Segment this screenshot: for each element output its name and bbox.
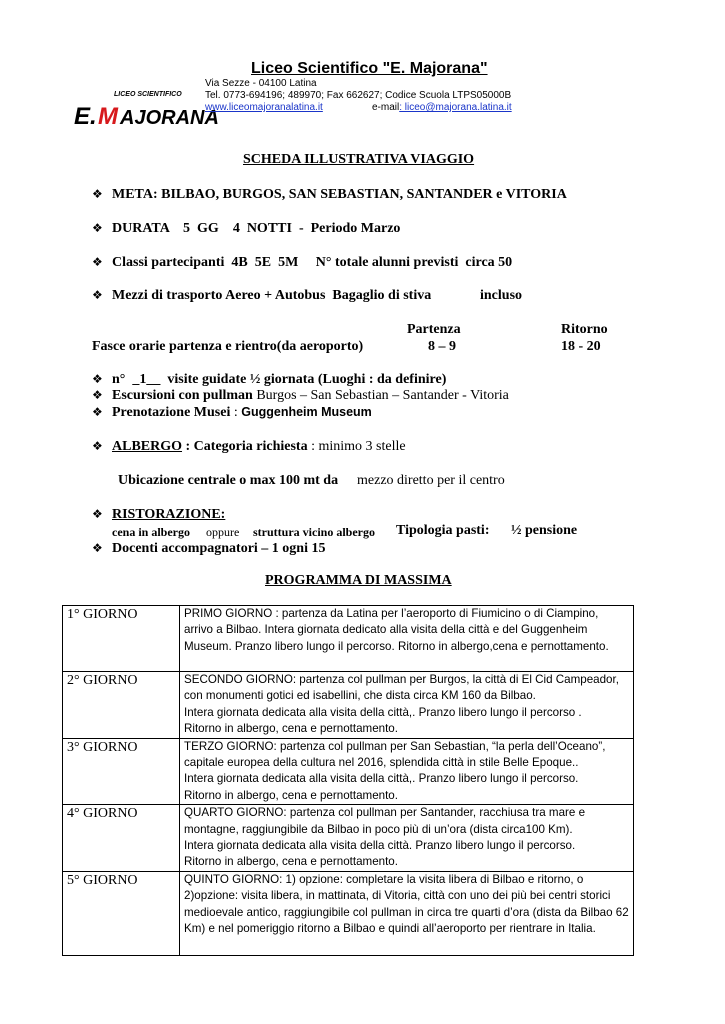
description-cell: TERZO GIORNO: partenza col pullman per San Sebastian, “la perla dell’Oceano”, capitale europea della cultura nel 2016, splendida città in stile Belle Epoque.. Intera giornata dedicata alla visita della città,. Pranzo libero lungo il percorso. Ritorno in albergo, cena e pernottamento.	[180, 738, 634, 805]
description-cell: QUINTO GIORNO: 1) opzione: completare la visita libera di Bilbao e ritorno, o 2)opzione: visita libera, in mattinata, di Vitoria, città con uno dei più bei centri storici medioevale antico, raggiungibile col pullman in circa tre quarti d’ora (dista da Bilbao 62 Km) e nel pomeriggio ritorno a Bilbao e quindi all’aeroporto per rientrare in Italia.	[180, 871, 634, 955]
diamond-bullet-icon: ❖	[92, 507, 103, 521]
ritorno-header: Ritorno	[561, 322, 608, 337]
meta-item	[92, 187, 567, 203]
table-row	[63, 672, 634, 739]
fasce-label: Fasce orarie partenza e rientro(da aeroporto)	[92, 339, 364, 354]
musei-item	[92, 405, 372, 421]
ubicazione-label: Ubicazione centrale o max 100 mt da	[118, 473, 339, 488]
albergo-categoria: : Categoria richiesta	[182, 439, 308, 454]
description-cell: SECONDO GIORNO: partenza col pullman per Burgos, la città di El Cid Campeador, con monumenti gotici ed isabellini, che dista circa KM 160 da Bilbao. Intera giornata dedicata alla visita della città,. Pranzo libero lungo il percorso . Ritorno in albergo, cena e pernottamento.	[180, 672, 634, 739]
school-name: Liceo Scientifico "E. Majorana"	[251, 60, 488, 77]
school-logo	[72, 86, 219, 132]
diamond-bullet-icon: ❖	[92, 288, 103, 302]
ubicazione-value: mezzo diretto per il centro	[357, 473, 505, 488]
ristorazione-oppure: oppure	[206, 525, 240, 539]
svg-text:E.: E.	[74, 103, 97, 130]
durata-item	[92, 221, 400, 237]
logo-top-text: LICEO SCIENTIFICO	[114, 91, 182, 98]
ritorno-value: 18 - 20	[561, 339, 601, 354]
school-contacts: Tel. 0773-694196; 489970; Fax 662627; Codice Scuola LTPS05000B	[205, 90, 512, 101]
ristorazione-item	[92, 507, 225, 523]
tipologia-label: Tipologia pasti:	[396, 523, 490, 538]
day-cell: 3° GIORNO	[63, 738, 180, 805]
diamond-bullet-icon: ❖	[92, 388, 103, 402]
program-table	[62, 605, 634, 956]
ristorazione-option2: struttura vicino albergo	[253, 525, 375, 539]
diamond-bullet-icon: ❖	[92, 221, 103, 235]
document-title: SCHEDA ILLUSTRATIVA VIAGGIO	[243, 152, 475, 167]
ristorazione-label: RISTORAZIONE:	[112, 507, 226, 522]
mezzi-text: Mezzi di trasporto Aereo + Autobus Bagaglio di stiva	[112, 288, 432, 303]
description-cell: QUARTO GIORNO: partenza col pullman per Santander, racchiusa tra mare e montagne, raggiungibile da Bilbao in poco più di un’ora (dista circa100 Km). Intera giornata dedicata alla visita della città. Pranzo libero lungo il percorso. Ritorno in albergo, cena e pernottamento.	[180, 805, 634, 872]
diamond-bullet-icon: ❖	[92, 372, 103, 386]
diamond-bullet-icon: ❖	[92, 405, 103, 419]
diamond-bullet-icon: ❖	[92, 255, 103, 269]
table-row	[63, 805, 634, 872]
diamond-bullet-icon: ❖	[92, 439, 103, 453]
diamond-bullet-icon: ❖	[92, 541, 103, 555]
musei-value: Guggenheim Museum	[241, 405, 372, 419]
day-cell: 5° GIORNO	[63, 871, 180, 955]
mezzi-value: incluso	[480, 288, 523, 303]
tipologia-value: ½ pensione	[511, 523, 578, 538]
classi-text: Classi partecipanti 4B 5E 5M N° totale alunni previsti circa 50	[112, 255, 513, 270]
day-cell: 4° GIORNO	[63, 805, 180, 872]
partenza-value: 8 – 9	[428, 339, 456, 354]
website-link[interactable]: www.liceomajoranalatina.it	[205, 102, 323, 113]
mezzi-item	[92, 288, 431, 304]
email-link[interactable]: : liceo@majorana.latina.it	[399, 102, 512, 113]
durata-text: DURATA 5 GG 4 NOTTI - Periodo Marzo	[112, 221, 401, 236]
albergo-item	[92, 439, 406, 455]
partenza-header: Partenza	[407, 322, 461, 337]
day-cell: 1° GIORNO	[63, 606, 180, 672]
musei-label: Prenotazione Musei	[112, 405, 231, 420]
table-row	[63, 606, 634, 672]
ristorazione-option1: cena in albergo	[112, 525, 190, 539]
classi-item	[92, 255, 512, 271]
visite-item	[92, 372, 446, 388]
svg-text:M: M	[98, 103, 118, 130]
docenti-text: Docenti accompagnatori – 1 ogni 15	[112, 541, 326, 556]
email-label: e-mail	[372, 102, 400, 113]
description-cell: PRIMO GIORNO : partenza da Latina per l’aeroporto di Fiumicino o di Ciampino, arrivo a Bilbao. Intera giornata dedicato alla visita della città e del Guggenheim Museum. Pranzo libero lungo il percorso. Ritorno in albergo,cena e pernottamento.	[180, 606, 634, 672]
program-title: PROGRAMMA DI MASSIMA	[265, 573, 452, 588]
escursioni-item	[92, 388, 509, 404]
docenti-item	[92, 541, 325, 557]
albergo-label: ALBERGO	[112, 439, 183, 454]
albergo-value: : minimo 3 stelle	[307, 439, 406, 454]
svg-text:AJORANA: AJORANA	[120, 107, 219, 129]
visite-text: n° _1__ visite guidate ½ giornata (Luoghi : da definire)	[112, 372, 447, 387]
table-row	[63, 738, 634, 805]
table-row	[63, 871, 634, 955]
meta-text: META: BILBAO, BURGOS, SAN SEBASTIAN, SANTANDER e VITORIA	[112, 187, 567, 202]
school-address: Via Sezze - 04100 Latina	[205, 78, 317, 89]
day-cell: 2° GIORNO	[63, 672, 180, 739]
diamond-bullet-icon: ❖	[92, 187, 103, 201]
musei-sep: :	[230, 405, 242, 420]
escursioni-value: Burgos – San Sebastian – Santander - Vitoria	[252, 388, 509, 403]
escursioni-label: Escursioni con pullman	[112, 388, 253, 403]
